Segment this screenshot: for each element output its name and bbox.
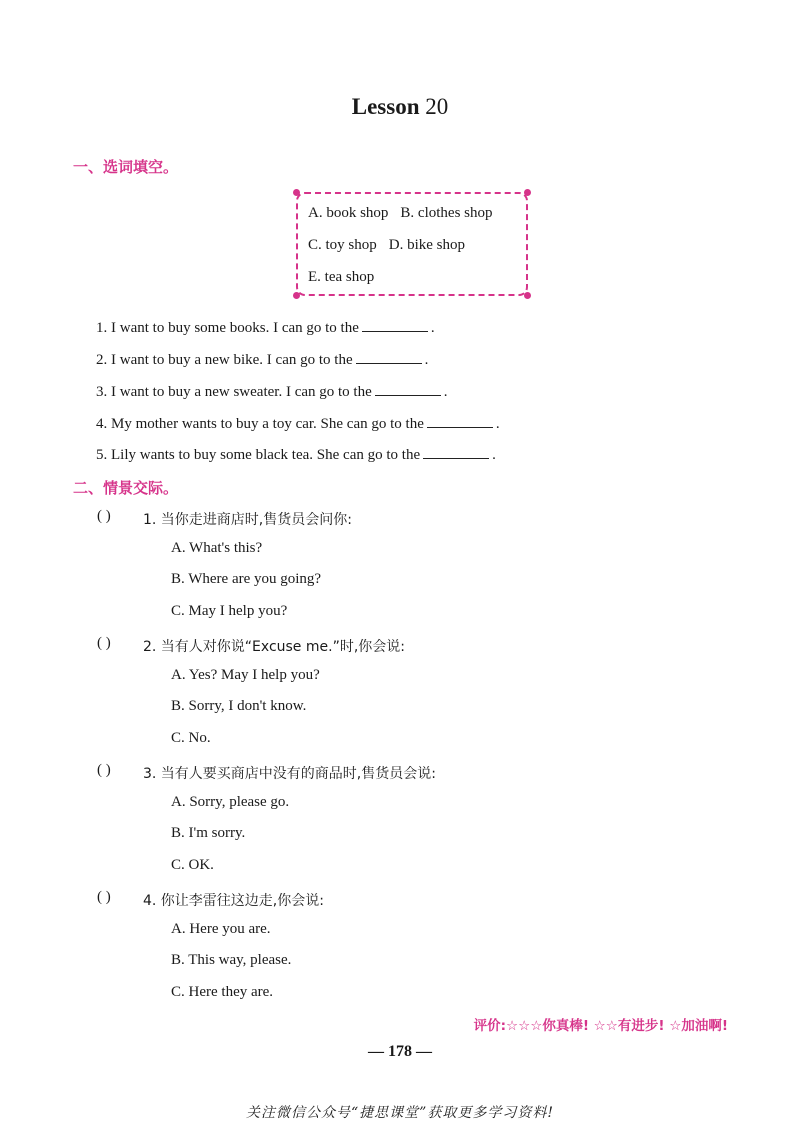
corner-dot: [524, 189, 531, 196]
sentence-text: 5. Lily wants to buy some black tea. She can go to the: [96, 447, 421, 463]
question-text: 4. 你让李雷往这边走,你会说:: [143, 893, 324, 909]
sentence-end: .: [492, 447, 496, 463]
section2-heading: 二、情景交际。: [73, 479, 179, 497]
word-option: D. bike shop: [388, 237, 466, 253]
word-box-row: [308, 269, 374, 286]
footer-note: 关注微信公众号“捷思课堂”获取更多学习资料!: [246, 1105, 554, 1121]
option-a: A. Sorry, please go.: [171, 794, 290, 810]
fill-sentence: [96, 413, 500, 433]
answer-blank[interactable]: [427, 413, 493, 428]
sentence-text: 2. I want to buy a new bike. I can go to the: [96, 352, 353, 368]
sentence-end: .: [424, 352, 429, 368]
title-number: 20: [425, 94, 449, 119]
word-option: E. tea shop: [308, 269, 375, 285]
section1-heading: 一、选词填空。: [73, 158, 179, 176]
word-box-row: [308, 237, 465, 254]
option-a: A. Yes? May I help you?: [171, 667, 320, 683]
answer-blank[interactable]: [375, 381, 441, 396]
fill-sentence: [96, 444, 496, 464]
fill-sentence: [96, 317, 435, 337]
word-option: C. toy shop: [308, 237, 377, 253]
question-text: 1. 当你走进商店时,售货员会问你:: [143, 512, 352, 528]
corner-dot: [524, 292, 531, 299]
answer-paren[interactable]: ( ): [97, 508, 111, 524]
corner-dot: [293, 189, 300, 196]
word-box-row: [308, 205, 493, 222]
self-evaluation: 评价:☆☆☆你真棒! ☆☆有进步! ☆加油啊!: [473, 1018, 728, 1034]
option-c: C. OK.: [171, 857, 214, 873]
sentence-text: 4. My mother wants to buy a toy car. She can go to the: [96, 416, 424, 432]
option-b: B. Where are you going?: [171, 571, 322, 587]
answer-paren[interactable]: ( ): [97, 762, 111, 778]
title-word: Lesson: [351, 94, 420, 119]
question-text: 3. 当有人要买商店中没有的商品时,售货员会说:: [143, 766, 436, 782]
sentence-text: 3. I want to buy a new sweater. I can go to the: [96, 384, 372, 400]
answer-paren[interactable]: ( ): [97, 635, 111, 651]
page-number: — 178 —: [368, 1043, 432, 1060]
sentence-end: .: [495, 416, 500, 432]
word-box: [296, 192, 528, 296]
option-b: B. This way, please.: [171, 952, 292, 968]
option-c: C. Here they are.: [171, 984, 274, 1000]
question-text: 2. 当有人对你说“Excuse me.”时,你会说:: [143, 639, 405, 655]
fill-sentence: [96, 349, 428, 369]
fill-sentence: [96, 381, 448, 401]
option-b: B. I'm sorry.: [171, 825, 246, 841]
answer-blank[interactable]: [362, 317, 428, 332]
option-a: A. What's this?: [171, 540, 263, 556]
option-c: C. May I help you?: [171, 603, 288, 619]
answer-paren[interactable]: ( ): [97, 889, 111, 905]
word-option: B. clothes shop: [400, 205, 493, 221]
option-b: B. Sorry, I don't know.: [171, 698, 307, 714]
corner-dot: [293, 292, 300, 299]
sentence-text: 1. I want to buy some books. I can go to the: [96, 320, 359, 336]
answer-blank[interactable]: [423, 444, 489, 459]
sentence-end: .: [443, 384, 448, 400]
option-c: C. No.: [171, 730, 211, 746]
sentence-end: .: [430, 320, 435, 336]
page-title: [0, 94, 800, 120]
answer-blank[interactable]: [356, 349, 422, 364]
word-option: A. book shop: [308, 205, 389, 221]
option-a: A. Here you are.: [171, 921, 271, 937]
